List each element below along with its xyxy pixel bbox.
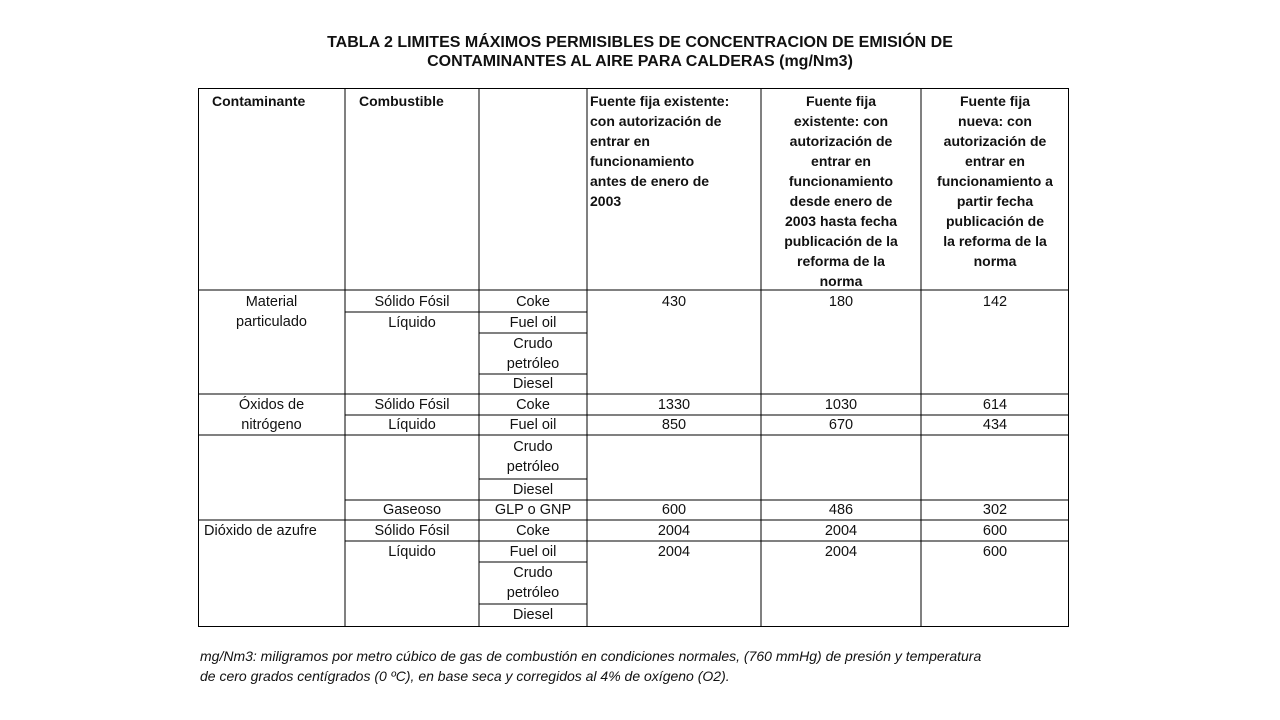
value-so2-fuel-col3: 600 <box>982 544 1008 560</box>
tipo-coke: Coke <box>516 294 550 310</box>
tipo-crudo-petroleo: Crudo petróleo <box>506 565 560 601</box>
combustible-solido-fosil: Sólido Fósil <box>374 523 450 539</box>
tipo-crudo-petroleo: Crudo petróleo <box>506 439 560 475</box>
tipo-diesel: Diesel <box>512 482 554 498</box>
value-mp-col1: 430 <box>661 294 687 310</box>
footnote <box>200 646 1080 686</box>
combustible-liquido: Líquido <box>388 417 436 433</box>
table-title-line-2: CONTAMINANTES AL AIRE PARA CALDERAS (mg/Nm3) <box>427 53 853 70</box>
tipo-fuel-oil: Fuel oil <box>509 544 557 560</box>
combustible-solido-fosil: Sólido Fósil <box>374 397 450 413</box>
combustible-liquido: Líquido <box>388 315 436 331</box>
tipo-diesel: Diesel <box>512 607 554 623</box>
value-nox-coke-col2: 1030 <box>824 397 858 413</box>
header-fuente-existente-desde-2003: Fuente fija existente: con autorización de entrar en funcionamiento desde enero de 2003 hasta fecha publicación de la reforma de la norma <box>784 93 898 289</box>
value-nox-coke-col3: 614 <box>982 397 1008 413</box>
table-title-line-1: TABLA 2 LIMITES MÁXIMOS PERMISIBLES DE CONCENTRACION DE EMISIÓN DE <box>327 34 953 51</box>
header-contaminante: Contaminante <box>212 93 306 109</box>
tipo-coke: Coke <box>516 523 550 539</box>
value-so2-fuel-col2: 2004 <box>824 544 858 560</box>
value-so2-coke-col3: 600 <box>982 523 1008 539</box>
tipo-coke: Coke <box>516 397 550 413</box>
footnote-line-2: de cero grados centígrados (0 ºC), en base seca y corregidos al 4% de oxígeno (O2). <box>200 668 730 684</box>
value-nox-fuel-col3: 434 <box>982 417 1008 433</box>
header-combustible: Combustible <box>359 93 444 109</box>
value-nox-fuel-col1: 850 <box>661 417 687 433</box>
tipo-diesel: Diesel <box>512 376 554 392</box>
value-nox-glp-col2: 486 <box>828 502 854 518</box>
contaminante-dioxido-de-azufre: Dióxido de azufre <box>204 523 317 539</box>
combustible-gaseoso: Gaseoso <box>382 502 442 518</box>
tipo-crudo-petroleo: Crudo petróleo <box>506 336 560 372</box>
value-mp-col3: 142 <box>982 294 1008 310</box>
value-nox-glp-col1: 600 <box>661 502 687 518</box>
tipo-fuel-oil: Fuel oil <box>509 315 557 331</box>
tipo-fuel-oil: Fuel oil <box>509 417 557 433</box>
value-nox-glp-col3: 302 <box>982 502 1008 518</box>
header-fuente-existente-antes-2003: Fuente fija existente: con autorización de entrar en funcionamiento antes de enero de 2003 <box>590 93 730 209</box>
contaminante-oxidos-de-nitrogeno: Óxidos de nitrógeno <box>238 397 305 433</box>
header-fuente-nueva: Fuente fija nueva: con autorización de entrar en funcionamiento a partir fecha publicación de la reforma de la norma <box>937 93 1053 269</box>
footnote-line-1: mg/Nm3: miligramos por metro cúbico de gas de combustión en condiciones normales, (760 mmHg) de presión y temperatura <box>200 648 982 664</box>
emissions-table <box>198 88 1069 627</box>
value-so2-coke-col2: 2004 <box>824 523 858 539</box>
value-nox-fuel-col2: 670 <box>828 417 854 433</box>
value-nox-coke-col1: 1330 <box>657 397 691 413</box>
value-so2-fuel-col1: 2004 <box>657 544 691 560</box>
tipo-glp-o-gnp: GLP o GNP <box>494 502 572 518</box>
contaminante-material-particulado: Material particulado <box>236 294 307 330</box>
combustible-solido-fosil: Sólido Fósil <box>374 294 450 310</box>
value-mp-col2: 180 <box>828 294 854 310</box>
combustible-liquido: Líquido <box>388 544 436 560</box>
value-so2-coke-col1: 2004 <box>657 523 691 539</box>
